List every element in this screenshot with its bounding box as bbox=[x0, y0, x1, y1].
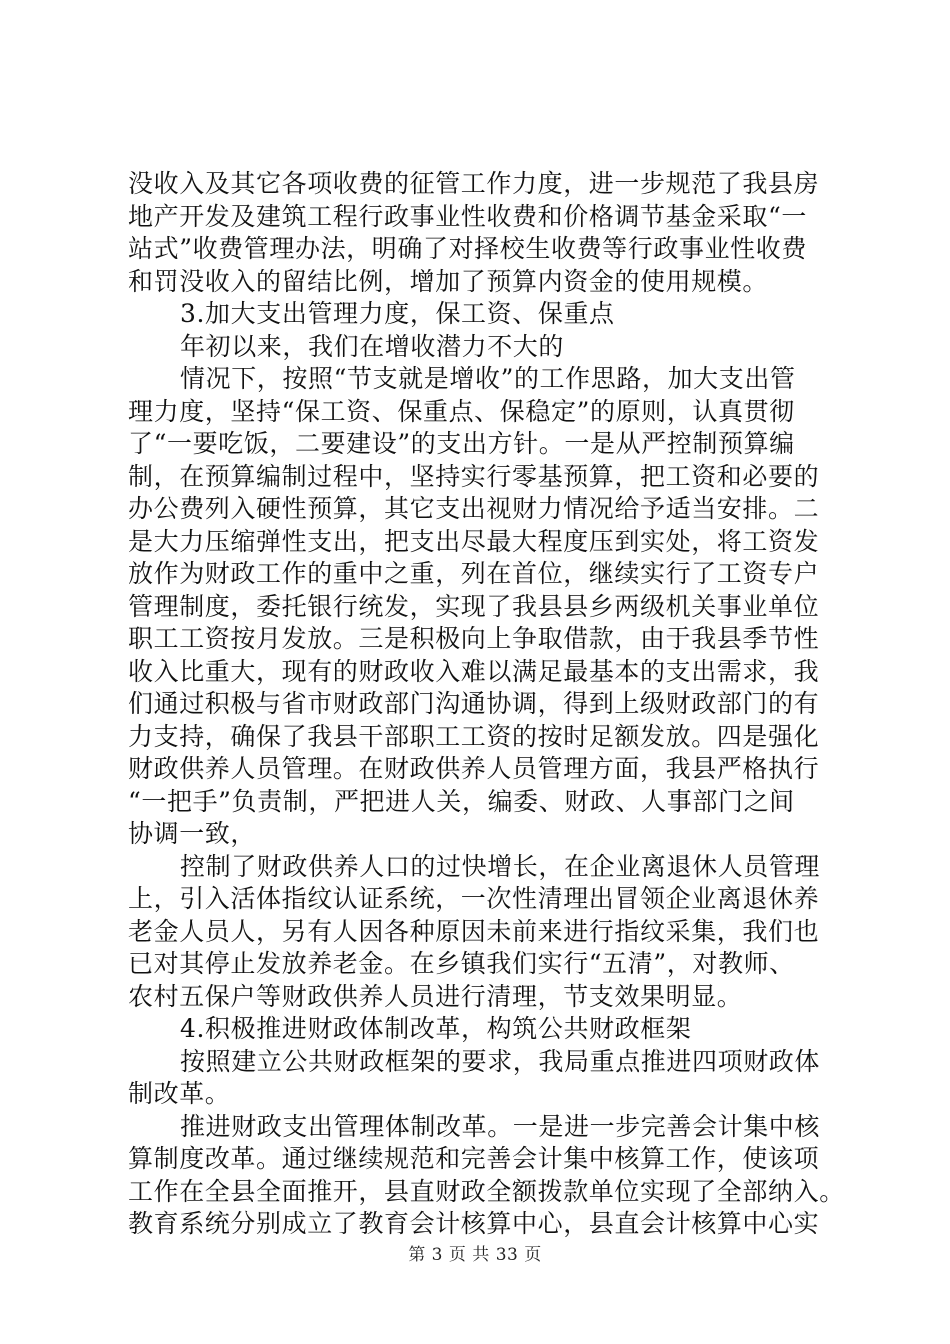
text-line: 办公费列入硬性预算，其它支出视财力情况给予适当安排。二 bbox=[128, 494, 820, 523]
page-footer: 第 3 页 共 33 页 bbox=[408, 1245, 542, 1265]
text-line: 管理制度，委托银行统发，实现了我县县乡两级机关事业单位 bbox=[128, 591, 820, 621]
text-line: 和罚没收入的留结比例，增加了预算内资金的使用规模。 bbox=[128, 266, 769, 296]
text-line: 推进财政支出管理体制改革。一是进一步完善会计集中核 bbox=[180, 1111, 821, 1141]
text-line: 理力度，坚持“保工资、保重点、保稳定”的原则，认真贯彻 bbox=[128, 396, 795, 426]
text-line: 制改革。 bbox=[128, 1079, 231, 1108]
text-line: 收入比重大，现有的财政收入难以满足最基本的支出需求，我 bbox=[128, 656, 820, 686]
text-line: 协调一致， bbox=[128, 819, 257, 848]
text-line: 老金人员人，另有人因各种原因未前来进行指纹采集，我们也 bbox=[128, 916, 820, 946]
text-line: 制，在预算编制过程中，坚持实行零基预算，把工资和必要的 bbox=[128, 461, 820, 491]
text-line: 已对其停止发放养老金。在乡镇我们实行“五清”，对教师、 bbox=[128, 949, 795, 978]
text-line: 控制了财政供养人口的过快增长，在企业离退休人员管理 bbox=[180, 851, 821, 881]
text-line: “一把手”负责制，严把进人关，编委、财政、人事部门之间 bbox=[128, 786, 795, 816]
text-line: 站式”收费管理办法，明确了对择校生收费等行政事业性收费 bbox=[128, 234, 807, 263]
text-line: 财政供养人员管理。在财政供养人员管理方面，我县严格执行 bbox=[128, 754, 820, 783]
text-line: 了“一要吃饭，二要建设”的支出方针。一是从严控制预算编 bbox=[128, 429, 795, 458]
text-line: 没收入及其它各项收费的征管工作力度，进一步规范了我县房 bbox=[128, 169, 820, 198]
text-line: 3.加大支出管理力度，保工资、保重点 bbox=[180, 299, 615, 328]
text-line: 算制度改革。通过继续规范和完善会计集中核算工作，使该项 bbox=[128, 1144, 820, 1173]
text-line: 工作在全县全面推开，县直财政全额拨款单位实现了全部纳入。 bbox=[128, 1176, 845, 1206]
text-line: 力支持，确保了我县干部职工工资的按时足额发放。四是强化 bbox=[128, 721, 820, 751]
text-line: 年初以来，我们在增收潜力不大的 bbox=[180, 331, 565, 361]
text-line: 是大力压缩弹性支出，把支出尽最大程度压到实处，将工资发 bbox=[128, 526, 820, 556]
text-line: 放作为财政工作的重中之重，列在首位，继续实行了工资专户 bbox=[128, 559, 820, 588]
text-line: 地产开发及建筑工程行政事业性收费和价格调节基金采取“一 bbox=[128, 201, 807, 231]
text-line: 职工工资按月发放。三是积极向上争取借款，由于我县季节性 bbox=[128, 624, 820, 653]
text-line: 4.积极推进财政体制改革，构筑公共财政框架 bbox=[180, 1014, 692, 1043]
text-line: 上，引入活体指纹认证系统，一次性清理出冒领企业离退休养 bbox=[128, 884, 820, 913]
text-line: 们通过积极与省市财政部门沟通协调，得到上级财政部门的有 bbox=[128, 689, 820, 718]
text-line: 情况下，按照“节支就是增收”的工作思路，加大支出管 bbox=[180, 364, 796, 393]
text-line: 按照建立公共财政框架的要求，我局重点推进四项财政体 bbox=[180, 1046, 821, 1076]
text-line: 教育系统分别成立了教育会计核算中心，县直会计核算中心实 bbox=[128, 1209, 820, 1238]
document-body bbox=[128, 168, 848, 1241]
text-line: 农村五保户等财政供养人员进行清理，节支效果明显。 bbox=[128, 981, 743, 1011]
